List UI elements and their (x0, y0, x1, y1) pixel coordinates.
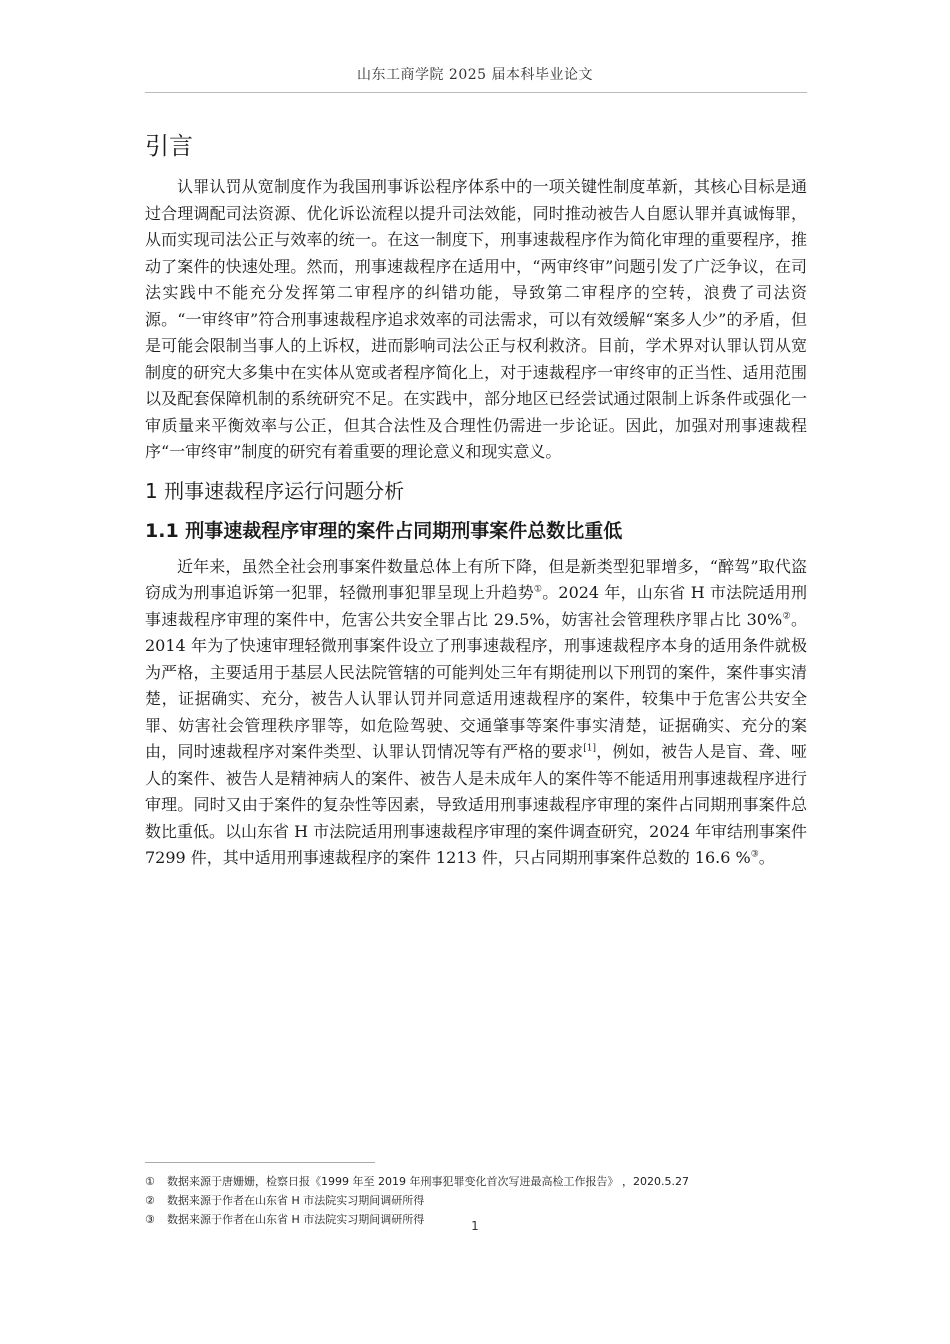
intro-paragraph: 认罪认罚从宽制度作为我国刑事诉讼程序体系中的一项关键性制度革新，其核心目标是通过合理调配司法资源、优化诉讼流程以提升司法效能，同时推动被告人自愿认罪并真诚悔罪，从而实现司法公正与效率的统一。在这一制度下，刑事速裁程序作为简化审理的重要程序，推动了案件的快速处理。然而，刑事速裁程序在适用中，“两审终审”问题引发了广泛争议，在司法实践中不能充分发挥第二审程序的纠错功能，导致第二审程序的空转，浪费了司法资源。“一审终审”符合刑事速裁程序追求效率的司法需求，可以有效缓解“案多人少”的矛盾，但是可能会限制当事人的上诉权，进而影响司法公正与权利救济。目前，学术界对认罪认罚从宽制度的研究大多集中在实体从宽或者程序简化上，对于速裁程序一审终审的正当性、适用范围以及配套保障机制的系统研究不足。在实践中，部分地区已经尝试通过限制上诉条件或强化一审质量来平衡效率与公正，但其合法性及合理性仍需进一步论证。因此，加强对刑事速裁程序“一审终审”制度的研究有着重要的理论意义和现实意义。 (145, 177, 807, 461)
footnote-text: 数据来源于作者在山东省 H 市法院实习期间调研所得 (167, 1194, 425, 1207)
paragraph-text: 近年来，虽然全社会刑事案件数量总体上有所下降，但是新类型犯罪增多，“醉驾”取代盗窃成为刑事追诉第一犯罪，轻微刑事犯罪呈现上升趋势 (145, 556, 807, 602)
main-content (145, 126, 807, 872)
paragraph-text: 。2014 年为了快速审理轻微刑事案件设立了刑事速裁程序，刑事速裁程序本身的适用条件就极为严格，主要适用于基层人民法院管辖的可能判处三年有期徒刑以下刑罚的案件，案件事实清楚，证据确实、充分，被告人认罪认罚并同意适用速裁程序的案件，较集中于危害公共安全罪、妨害社会管理秩序罪等，如危险驾驶、交通肇事等案件事实清楚，证据确实、充分的案由，同时速裁程序对案件类型、认罪认罚情况等有严格的要求 (145, 609, 807, 761)
section-1-heading: 1 刑事速裁程序运行问题分析 (145, 478, 405, 503)
footnote-text: 数据来源于作者在山东省 H 市法院实习期间调研所得 (167, 1213, 425, 1226)
footnote-item (145, 1191, 825, 1210)
footnote-text: 数据来源于唐姗姗，检察日报《1999 年至 2019 年刑事犯罪变化首次写进最高检工作报告》 ，2020.5.27 (167, 1175, 689, 1188)
footnote-ref-2[interactable]: ② (782, 611, 791, 622)
citation-ref-1[interactable]: [1] (583, 743, 596, 754)
running-header: 山东工商学院 2025 届本科毕业论文 (356, 67, 594, 83)
footnote-ref-1[interactable]: ① (533, 584, 543, 595)
section-1-1-heading: 1.1 刑事速裁程序审理的案件占同期刑事案件总数比重低 (145, 519, 623, 542)
footnote-mark: ③ (145, 1213, 155, 1226)
footnote-mark: ② (145, 1194, 155, 1207)
footnote-rule (145, 1162, 375, 1163)
header-rule (145, 92, 807, 93)
paragraph-text: ，例如，被告人是盲、聋、哑人的案件、被告人是精神病人的案件、被告人是未成年人的案件等不能适用刑事速裁程序进行审理。同时又由于案件的复杂性等因素，导致适用刑事速裁程序审理的案件占同期刑事案件总数比重低。以山东省 H 市法院适用刑事速裁程序审理的案件调查研究，2024 年审结刑事案件 7299 件，其中适用刑事速裁程序的案件 1213 件，只占同期刑事案件总数的 16.6 % (145, 742, 807, 867)
footnote-ref-3[interactable]: ③ (750, 849, 759, 860)
intro-heading: 引言 (145, 132, 193, 160)
paragraph-text: 。 (758, 848, 775, 867)
footnote-item (145, 1172, 825, 1191)
paragraph-text: 。2024 年，山东省 H 市法院适用刑事速裁程序审理的案件中，危害公共安全罪占比 29.5%，妨害社会管理秩序罪占比 30% (145, 583, 807, 629)
section-1-1-paragraph (145, 554, 807, 872)
footnote-mark: ① (145, 1175, 155, 1188)
page-number: 1 (471, 1219, 479, 1233)
